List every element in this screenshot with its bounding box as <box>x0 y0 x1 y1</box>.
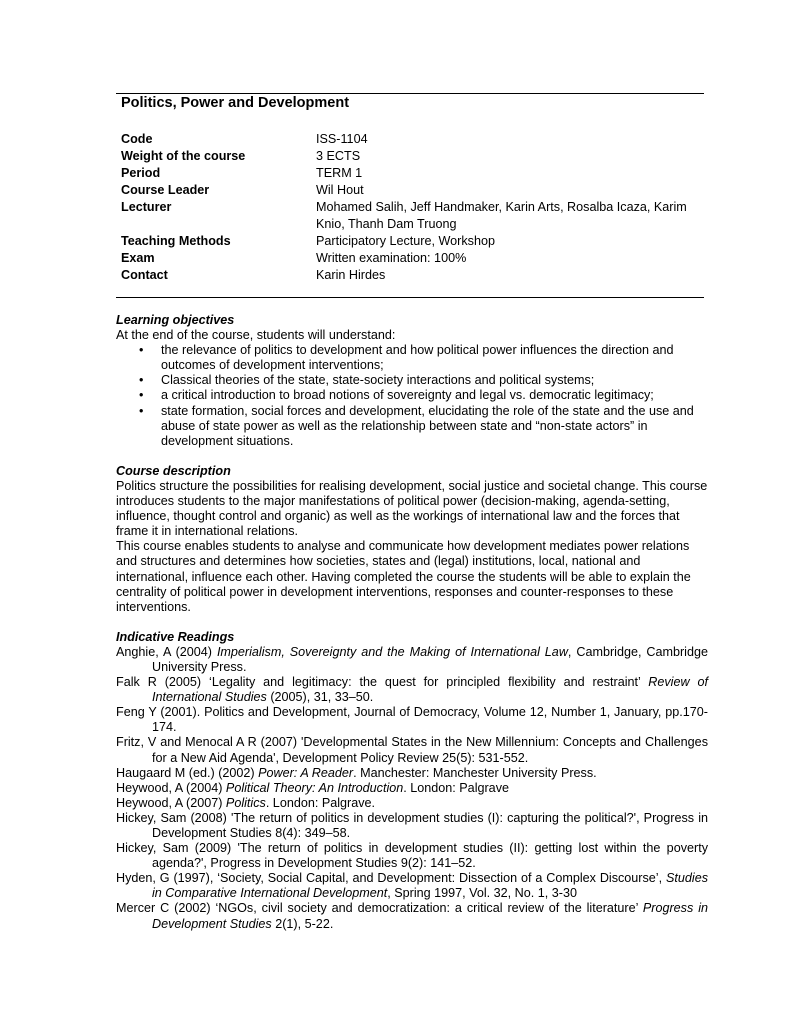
list-item <box>116 343 708 373</box>
reading-item: Anghie, A (2004) Imperialism, Sovereignty and the Making of International Law, Cambridge, Cambridge University Press. <box>116 644 708 674</box>
list-item-text: Classical theories of the state, state-society interactions and political systems; <box>161 373 595 388</box>
reading-item: Haugaard M (ed.) (2002) Power: A Reader. Manchester: Manchester University Press. <box>116 765 597 780</box>
bullet-icon: • <box>139 343 144 358</box>
info-label: Course Leader <box>121 183 210 197</box>
bullet-icon: • <box>139 388 144 403</box>
info-label: Period <box>121 166 161 180</box>
reading-item: Fritz, V and Menocal A R (2007) 'Developmental States in the New Millennium: Concepts and Challenges for a New Aid Agenda', Development Policy Review 25(5): 531-552. <box>116 735 708 765</box>
info-label: Weight of the course <box>121 149 246 163</box>
info-label: Exam <box>121 251 155 265</box>
list-item-text: state formation, social forces and development, elucidating the role of the state and the use and abuse of state power as well as the relationship between state and “non-state actors” in development situations. <box>161 403 694 448</box>
reading-item: Feng Y (2001). Politics and Development, Journal of Democracy, Volume 12, Number 1, January, pp.170-174. <box>116 705 708 735</box>
info-label: Contact <box>121 268 168 282</box>
bullet-icon: • <box>139 403 144 418</box>
info-label: Teaching Methods <box>121 234 231 248</box>
reading-item: Hickey, Sam (2009) 'The return of politics in development studies (II): getting lost within the poverty agenda?', Progress in Development Studies 9(2): 141–52. <box>116 841 708 871</box>
bullet-icon: • <box>139 373 144 388</box>
info-value: Karin Hirdes <box>316 268 386 282</box>
page-title: Politics, Power and Development <box>121 95 350 111</box>
info-row-weight <box>121 148 701 165</box>
list-item <box>116 388 708 403</box>
reading-item: Falk R (2005) ‘Legality and legitimacy: the quest for principled flexibility and restraint’ Review of International Studies (2005), 31, 33–50. <box>116 675 708 705</box>
info-row-code <box>121 131 701 148</box>
info-row-exam <box>121 250 701 267</box>
readings-list <box>116 645 708 932</box>
info-row-teaching-methods <box>121 233 701 250</box>
reading-item: Mercer C (2002) ‘NGOs, civil society and democratization: a critical review of the literature’ Progress in Development Studies 2(1), 5-22. <box>116 901 708 931</box>
info-row-lecturer <box>121 199 701 233</box>
info-value: Mohamed Salih, Jeff Handmaker, Karin Arts, Rosalba Icaza, Karim Knio, Thanh Dam Truong <box>316 200 687 231</box>
info-value: Written examination: 100% <box>316 251 467 265</box>
course-info-table <box>121 131 701 284</box>
top-rule <box>116 93 704 94</box>
reading-item: Heywood, A (2004) Political Theory: An Introduction. London: Palgrave <box>116 780 509 795</box>
info-row-period <box>121 165 701 182</box>
learning-intro: At the end of the course, students will understand: <box>116 328 396 343</box>
document-body <box>116 313 708 932</box>
list-item-text: the relevance of politics to development and how political power influences the direction and outcomes of development interventions; <box>161 343 674 373</box>
bottom-rule <box>116 297 704 298</box>
reading-item: Hyden, G (1997), ‘Society, Social Capital, and Development: Dissection of a Complex Discourse’, Studies in Comparative International Development, Spring 1997, Vol. 32, No. 1, 3-30 <box>116 871 708 901</box>
reading-item: Hickey, Sam (2008) 'The return of politics in development studies (I): capturing the political?', Progress in Development Studies 8(4): 349–58. <box>116 810 708 840</box>
learning-objectives-heading: Learning objectives <box>116 313 235 327</box>
info-row-course-leader <box>121 182 701 199</box>
list-item <box>116 373 708 388</box>
info-label: Lecturer <box>121 200 172 214</box>
learning-objectives-list <box>116 343 708 449</box>
list-item-text: a critical introduction to broad notions of sovereignty and legal vs. democratic legitimacy; <box>161 388 654 403</box>
reading-item: Heywood, A (2007) Politics. London: Palgrave. <box>116 795 376 810</box>
description-paragraph: This course enables students to analyse and communicate how development mediates power relations and structures and determines how societies, states and (legal) institutions, local, national and international, influence each other. Having completed the course the students will be able to explain the centrality of political power in development interventions, responses and counter-responses to these interventions. <box>116 539 691 614</box>
info-row-contact <box>121 267 701 284</box>
course-description-heading: Course description <box>116 463 231 478</box>
indicative-readings-heading: Indicative Readings <box>116 629 235 644</box>
info-label: Code <box>121 132 153 146</box>
info-value: Participatory Lecture, Workshop <box>316 234 495 248</box>
info-value: Wil Hout <box>316 183 364 197</box>
info-value: ISS-1104 <box>316 132 368 146</box>
info-value: 3 ECTS <box>316 149 361 163</box>
description-paragraph: Politics structure the possibilities for realising development, social justice and societal change. This course introduces students to the major manifestations of political power (decision-making, agenda-setting, influence, thought control and organic) as well as the workings of international law and the forces that frame it in international relations. <box>116 478 708 539</box>
info-value: TERM 1 <box>316 166 363 180</box>
list-item <box>116 404 708 449</box>
